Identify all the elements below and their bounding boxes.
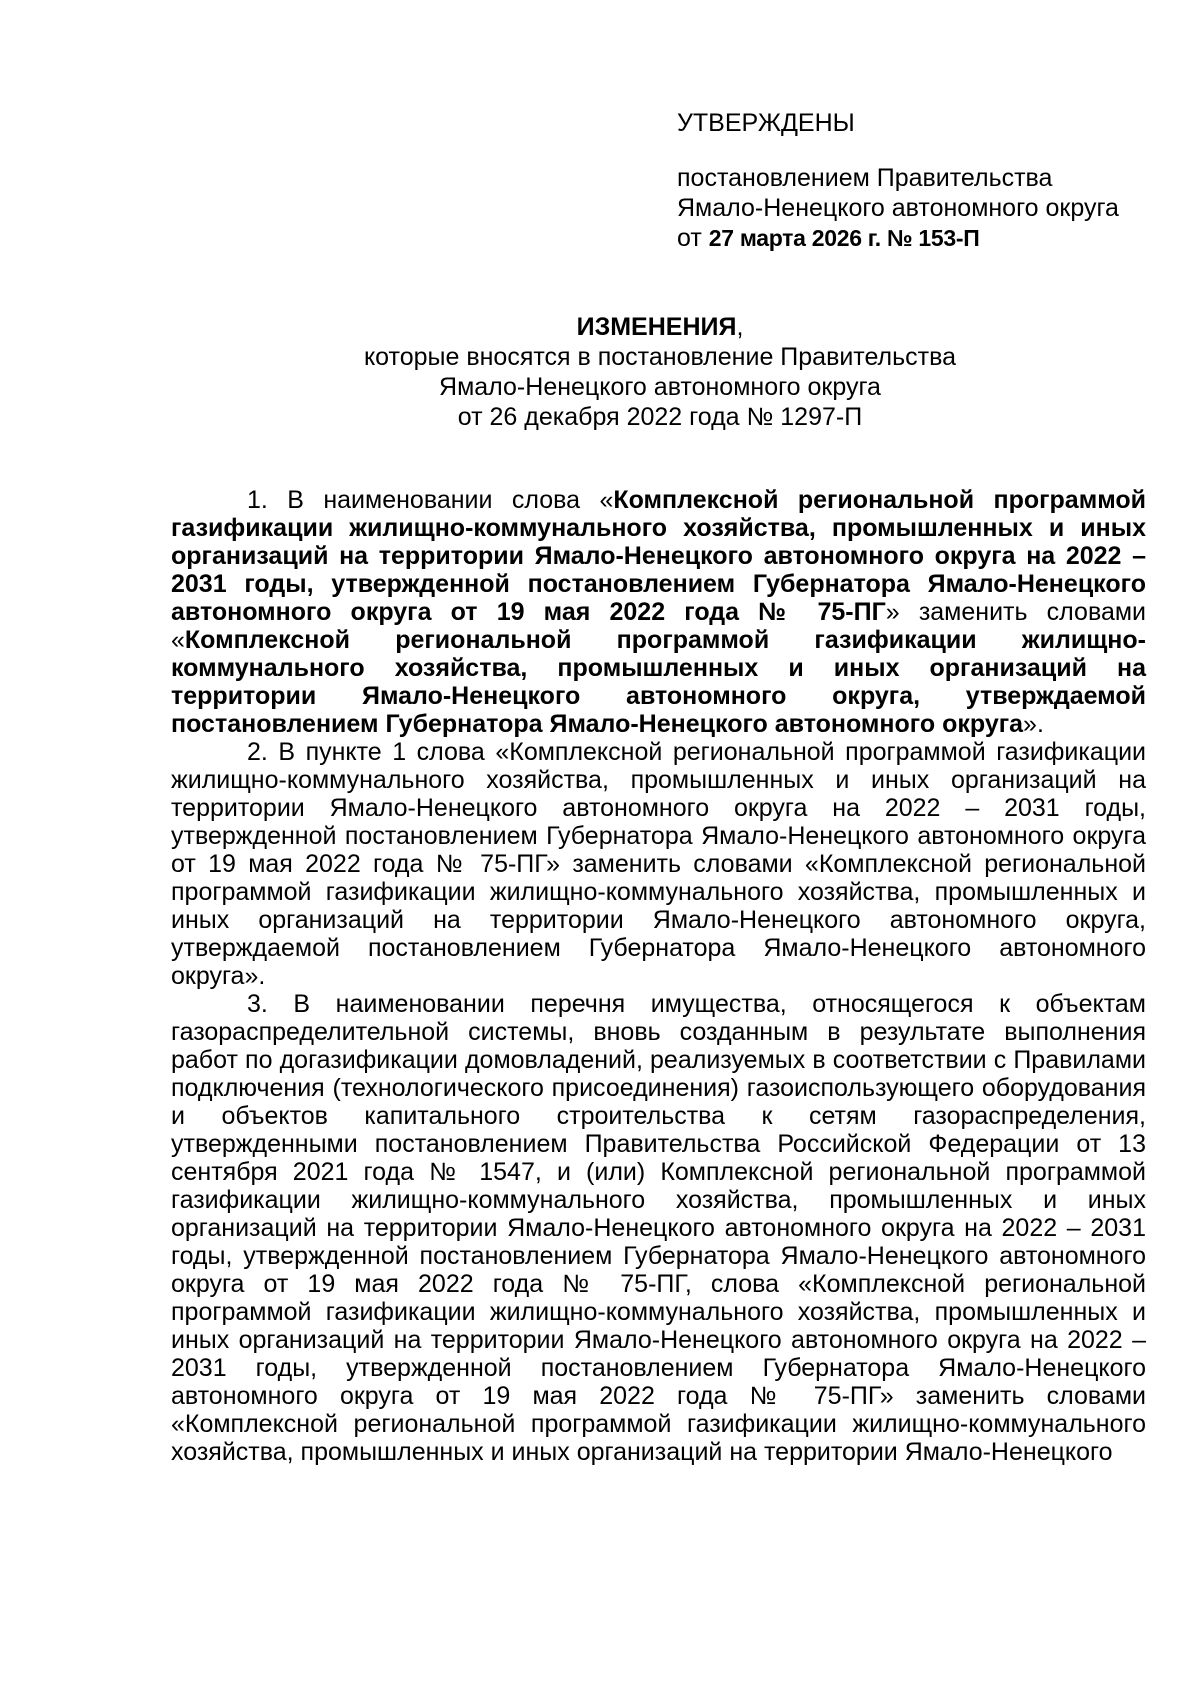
paragraph-1-tail: ».	[1023, 710, 1044, 738]
title-line-2: Ямало-Ненецкого автономного округа	[439, 373, 881, 401]
title-comma: ,	[736, 313, 744, 341]
approval-date-line	[677, 223, 1177, 253]
title-line-3: от 26 декабря 2022 года № 1297-П	[457, 403, 863, 431]
paragraph-3: 3. В наименовании перечня имущества, относящегося к объектам газораспределительной системы, вновь созданным в результате выполнения работ по догазификации домовладений, реализуемых в соответствии с Правилами подключения (технологического присоединения) газоиспользующего оборудования и объектов капитального строительства к сетям газораспределения, утвержденными постановлением Правительства Российской Федерации от 13 сентября 2021 года № 1547, и (или) Комплексной региональной программой газификации жилищно-коммунального хозяйства, промышленных и иных организаций на территории Ямало-Ненецкого автономного округа на 2022 – 2031 годы, утвержденной постановлением Губернатора Ямало-Ненецкого автономного округа от 19 мая 2022 года № 75-ПГ, слова «Комплексной региональной программой газификации жилищно-коммунального хозяйства, промышленных и иных организаций на территории Ямало-Ненецкого автономного округа на 2022 – 2031 годы, утвержденной постановлением Губернатора Ямало-Ненецкого автономного округа от 19 мая 2022 года № 75-ПГ» заменить словами «Комплексной региональной программой газификации жилищно-коммунального хозяйства, промышленных и иных организаций на территории Ямало-Ненецкого	[171, 990, 1146, 1466]
title-line-1: которые вносятся в постановление Правительства	[363, 343, 957, 371]
approval-from-prefix: от	[677, 224, 702, 252]
paragraph-1	[171, 486, 1146, 738]
paragraph-1-bold-new: Комплексной региональной программой газификации жилищно-коммунального хозяйства, промышленных и иных организаций на территории Ямало-Ненецкого автономного округа, утверждаемой постановлением Губернатора Ямало-Ненецкого автономного округа	[171, 626, 1146, 738]
paragraph-1-lead: 1. В наименовании слова «	[247, 486, 614, 514]
approval-line-1: постановлением Правительства	[677, 164, 1053, 192]
document-title	[280, 312, 1040, 342]
paragraph-2: 2. В пункте 1 слова «Комплексной региональной программой газификации жилищно-коммунального хозяйства, промышленных и иных организаций на территории Ямало-Ненецкого автономного округа на 2022 – 2031 годы, утвержденной постановлением Губернатора Ямало-Ненецкого автономного округа от 19 мая 2022 года № 75-ПГ» заменить словами «Комплексной региональной программой газификации жилищно-коммунального хозяйства, промышленных и иных организаций на территории Ямало-Ненецкого автономного округа, утверждаемой постановлением Губернатора Ямало-Ненецкого автономного округа».	[171, 738, 1146, 990]
paragraph-1-bold-old: Комплексной региональной программой газификации жилищно-коммунального хозяйства, промышленных и иных организаций на территории Ямало-Ненецкого автономного округа на 2022 – 2031 годы, утвержденной постановлением Губернатора Ямало-Ненецкого автономного округа от 19 мая 2022 года № 75-ПГ	[171, 486, 1146, 626]
approval-line-2: Ямало-Ненецкого автономного округа	[677, 194, 1119, 222]
document-title-block	[280, 312, 1040, 432]
document-body	[171, 486, 1146, 1466]
approval-block	[677, 108, 1177, 253]
approval-date-number: 27 марта 2026 г. № 153-П	[708, 225, 980, 251]
title-main: ИЗМЕНЕНИЯ	[576, 313, 737, 341]
approval-heading: УТВЕРЖДЕНЫ	[677, 109, 855, 137]
paragraph-1-mid: » заменить словами «	[171, 598, 1147, 654]
